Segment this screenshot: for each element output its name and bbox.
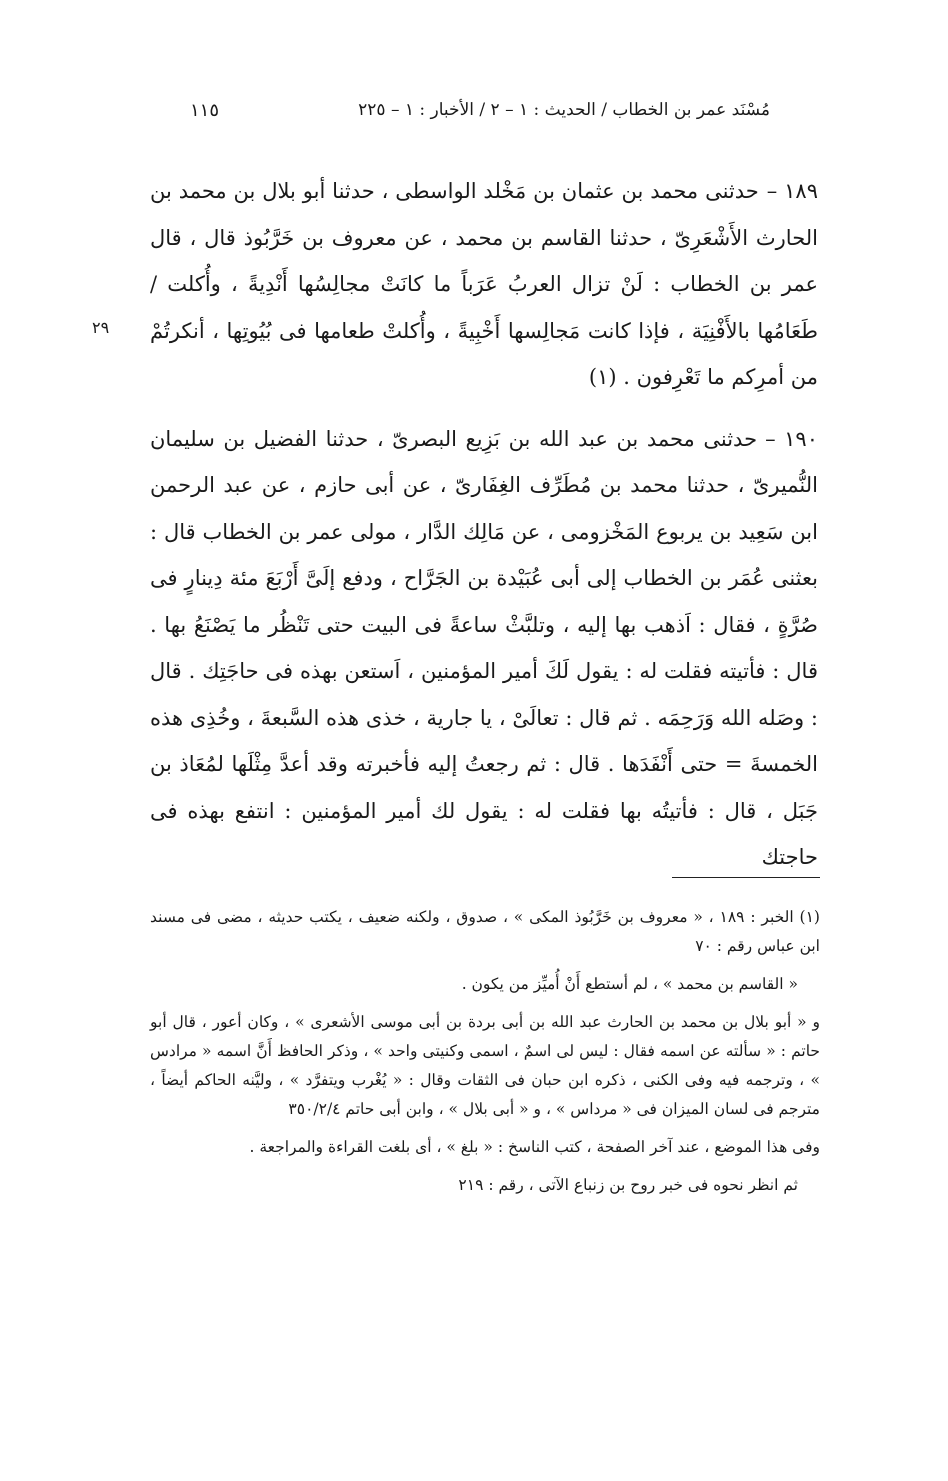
hadith-paragraph-189 xyxy=(150,168,818,401)
hadith-text: حدثنى محمد بن عبد الله بن بَزِيع البصرىّ ، حدثنا الفضيل بن سليمان النُّميرىّ ، حدثنا محمد بن مُطَرِّف الغِفَارىّ ، عن أبى حازم ، عن عبد الرحمن ابن سَعِيد بن يربوع المَخْزومى ، عن مَالِك الدَّار ، مولى عمر بن الخطاب قال : بعثنى عُمَر بن الخطاب إلى أبى عُبَيْدة بن الجَرَّاح ، ودفع إلَىَّ أَرْبَعَ مئة دِينارٍ فى صُرَّةٍ ، فقال : اَذهب بها إليه ، وتلبَّثْ ساعةً فى البيت حتى تَنْظُر ما يَصْنَعُ بها . قال : فأتيته فقلت له : يقول لَكَ أمير المؤمنين ، اَستعن بهذه فى حاجَتِك . قال : وصَله الله وَرَحِمَه . ثم قال : تعالَىْ ، يا جارية ، خذى هذه السَّبعةَ ، وخُذِى هذه الخمسةَ = حتى أَنْفَدَها . قال : ثم رجعتُ إليه فأخبرته وقد أعدَّ مِثْلَها لمُعَاذ بن جَبَل ، قال : فأتيتُه بها فقلت له : يقول لك أمير المؤمنين : انتفع بهذه فى حاجتك xyxy=(150,426,818,869)
hadith-number: ١٩٠ – xyxy=(765,426,818,451)
footnotes xyxy=(150,903,820,1200)
footnote: و « أبو بلال بن محمد بن الحارث عبد الله بن أبى بردة بن أبى موسى الأشعرى » ، وكان أعور ، قال أبو حاتم : « سألته عن اسمه فقال : ليس لى اسمٌ ، اسمى وكنيتى واحد » ، وذكر الحافظ أَنَّ اسمه « مرادس » ، وترجمه فيه وفى الكنى ، ذكره ابن حبان فى الثقات وقال : « يُغْرب ويتفرَّد » ، وليَّنه الحاكم أيضاً ، مترجم فى لسان الميزان فى « مرداس » ، و « أبى بلال » ، وابن أبى حاتم ٣٥٠/٢/٤ xyxy=(150,1013,820,1118)
hadith-paragraph-190 xyxy=(150,416,818,881)
page-number: ١١٥ xyxy=(190,100,220,121)
hadith-text: حدثنى محمد بن عثمان بن مَخْلد الواسطى ، حدثنا أبو بلال بن محمد بن الحارث الأَشْعَرِىّ ، حدثنا القاسم بن محمد ، عن معروف بن خَرَّبُوذ قال ، قال عمر بن الخطاب : لَنْ تزال العربُ عَرَباً ما كانَتْ مجالِسُها أَنْدِيةً ، وأُكلت / طَعَامُها بالأَفْنِيَة ، فإذا كانت مَجالِسها أَخْبِيةً ، وأُكلتْ طعامها فى بُيُوتِها ، أنكرتُمْ من أمرِكم ما تَعْرِفون . (١) xyxy=(150,179,818,389)
footnote-divider xyxy=(672,877,820,878)
footnote: « القاسم بن محمد » ، لم أستطع أَنْ أُميِّز من يكون . xyxy=(461,975,798,993)
running-title: مُسْنَد عمر بن الخطاب / الحديث : ١ – ٢ / الأخبار : ١ – ٢٢٥ xyxy=(358,100,770,120)
footnote: ثم انظر نحوه فى خبر روح بن زنباع الآتى ، رقم : ٢١٩ xyxy=(458,1176,798,1194)
footnote: (١) الخبر : ١٨٩ ، « معروف بن خَرَّبُوذ المكى » ، صدوق ، ولكنه ضعيف ، يكتب حديثه ، مضى فى مسند ابن عباس رقم : ٧٠ xyxy=(150,908,820,955)
hadith-number: ١٨٩ – xyxy=(766,179,818,203)
footnote: وفى هذا الموضع ، عند آخر الصفحة ، كتب الناسخ : « بلغ » ، أى بلغت القراءة والمراجعة . xyxy=(249,1138,820,1156)
page-header xyxy=(150,100,770,136)
main-text xyxy=(150,168,818,881)
margin-number: ٢٩ xyxy=(92,318,110,337)
